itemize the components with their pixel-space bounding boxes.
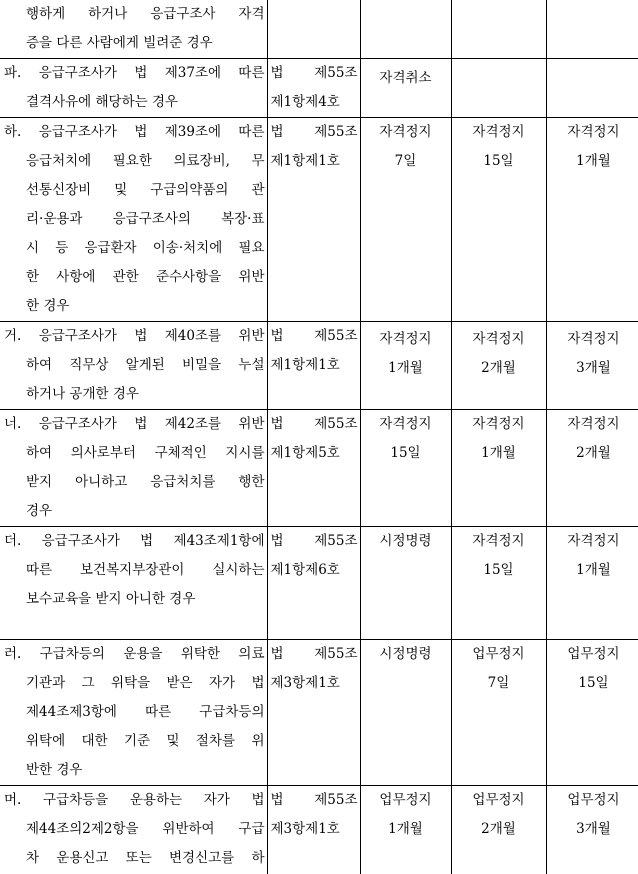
penalty-text: 업무정지 bbox=[472, 646, 525, 662]
violation-cell bbox=[0, 322, 267, 410]
penalty-duration: 7일 bbox=[394, 153, 417, 169]
violation-text-line: 차 운용신고 또는 변경신고를 하 bbox=[26, 850, 265, 866]
penalty-third-cell bbox=[546, 0, 638, 59]
penalty-duration: 1개월 bbox=[576, 562, 611, 578]
penalty-text: 업무정지 bbox=[472, 792, 525, 808]
table-row bbox=[0, 527, 638, 640]
penalty-text: 자격정지 bbox=[379, 331, 432, 347]
violation-cell bbox=[0, 118, 267, 322]
penalty-text: 자격정지 bbox=[567, 533, 620, 549]
penalty-second-cell bbox=[451, 786, 546, 874]
legal-basis-line: 법 제55조 bbox=[270, 416, 358, 432]
table-row bbox=[0, 0, 638, 59]
penalty-duration: 15일 bbox=[578, 675, 609, 691]
violation-text-line: 기관과 그 위탁을 받은 자가 법 bbox=[26, 675, 265, 691]
violation-cell bbox=[0, 410, 267, 527]
violation-cell bbox=[0, 59, 267, 118]
penalty-second-cell bbox=[451, 0, 546, 59]
violation-text-line: 따른 보건복지부장관이 실시하는 bbox=[26, 562, 265, 578]
legal-basis-line: 법 제55조 bbox=[270, 65, 358, 81]
penalty-third-cell bbox=[546, 527, 638, 640]
legal-basis-line: 법 제55조 bbox=[270, 646, 358, 662]
violation-text-line: 결격사유에 해당하는 경우 bbox=[26, 94, 179, 110]
penalty-second-cell bbox=[451, 527, 546, 640]
penalty-duration: 1개월 bbox=[388, 360, 423, 376]
table-row bbox=[0, 118, 638, 322]
penalty-text: 자격정지 bbox=[472, 416, 525, 432]
penalty-second-cell bbox=[451, 59, 546, 118]
penalty-third-cell bbox=[546, 322, 638, 410]
violation-text-line: 하거나 공개한 경우 bbox=[26, 386, 139, 402]
penalty-first-cell bbox=[360, 527, 451, 640]
table-row bbox=[0, 322, 638, 410]
violation-text-line: 한 사항에 관한 준수사항을 위반 bbox=[26, 269, 265, 285]
penalty-first-cell bbox=[360, 322, 451, 410]
violation-text-first-line: 더. 응급구조사가 법 제43조제1항에 bbox=[4, 533, 265, 549]
legal-basis-line: 제3항제1호 bbox=[270, 821, 340, 837]
violation-text-line: 제44조제3항에 따른 구급차등의 bbox=[26, 704, 265, 720]
violation-text-line: 시 등 응급환자 이송·처치에 필요 bbox=[26, 240, 265, 256]
legal-basis-line: 제1항제4호 bbox=[270, 94, 340, 110]
penalty-duration: 1개월 bbox=[481, 445, 516, 461]
legal-basis-line: 제1항제1호 bbox=[270, 357, 340, 373]
legal-basis-line: 제1항제5호 bbox=[270, 445, 340, 461]
violation-text-line: 제44조의2제2항을 위반하여 구급 bbox=[26, 821, 265, 837]
penalty-duration: 2개월 bbox=[576, 445, 611, 461]
legal-basis-line: 제3항제1호 bbox=[270, 675, 340, 691]
penalty-second-cell bbox=[451, 640, 546, 786]
legal-basis-line: 법 제55조 bbox=[270, 328, 358, 344]
legal-basis-line: 법 제55조 bbox=[270, 124, 358, 140]
penalty-third-cell bbox=[546, 59, 638, 118]
penalty-text: 자격정지 bbox=[567, 416, 620, 432]
penalty-third-cell bbox=[546, 786, 638, 874]
violation-text-line: 리·운용과 응급구조사의 복장·표 bbox=[26, 211, 265, 227]
penalty-text: 자격정지 bbox=[379, 416, 432, 432]
legal-basis-cell bbox=[267, 0, 360, 59]
penalty-second-cell bbox=[451, 118, 546, 322]
legal-basis-cell bbox=[267, 410, 360, 527]
legal-basis-line: 제1항제1호 bbox=[270, 153, 340, 169]
violation-text-line: 경우 bbox=[26, 503, 53, 519]
table-row bbox=[0, 410, 638, 527]
legal-basis-line: 제1항제6호 bbox=[270, 562, 340, 578]
violation-text-line: 한 경우 bbox=[26, 298, 70, 314]
penalty-text: 자격정지 bbox=[472, 533, 525, 549]
penalty-duration: 2개월 bbox=[481, 360, 516, 376]
legal-basis-cell bbox=[267, 527, 360, 640]
violation-text-first-line: 너. 응급구조사가 법 제42조를 위반 bbox=[4, 416, 265, 432]
violation-text-first-line: 러. 구급차등의 운용을 위탁한 의료 bbox=[4, 646, 265, 662]
penalty-text: 업무정지 bbox=[379, 792, 432, 808]
penalty-duration: 1개월 bbox=[388, 821, 423, 837]
violation-text-line: 응급처치에 필요한 의료장비, 무 bbox=[26, 153, 265, 169]
penalty-duration: 2개월 bbox=[481, 821, 516, 837]
violation-text-line: 위탁에 대한 기준 및 절차를 위 bbox=[26, 733, 265, 749]
violation-text-first-line: 거. 응급구조사가 법 제40조를 위반 bbox=[4, 328, 265, 344]
penalty-duration: 7일 bbox=[487, 675, 510, 691]
table-row bbox=[0, 786, 638, 874]
penalty-first-cell bbox=[360, 59, 451, 118]
penalty-second-cell bbox=[451, 410, 546, 527]
penalty-first-cell bbox=[360, 118, 451, 322]
penalty-text: 자격취소 bbox=[379, 70, 432, 86]
violation-text-first-line: 하. 응급구조사가 법 제39조에 따른 bbox=[4, 124, 265, 140]
penalty-duration: 15일 bbox=[390, 445, 421, 461]
penalty-text: 시정명령 bbox=[379, 533, 432, 549]
penalty-third-cell bbox=[546, 640, 638, 786]
penalty-duration: 15일 bbox=[483, 562, 514, 578]
violation-text-line: 하여 직무상 알게된 비밀을 누설 bbox=[26, 357, 265, 373]
penalty-text: 자격정지 bbox=[567, 331, 620, 347]
violation-text-line: 선통신장비 및 구급의약품의 관 bbox=[26, 182, 265, 198]
violation-text-line: 반한 경우 bbox=[26, 762, 83, 778]
violation-text-first-line: 머. 구급차등을 운용하는 자가 법 bbox=[4, 792, 265, 808]
penalty-duration: 3개월 bbox=[576, 821, 611, 837]
legal-basis-line: 법 제55조 bbox=[270, 792, 358, 808]
violation-cell bbox=[0, 640, 267, 786]
penalty-third-cell bbox=[546, 118, 638, 322]
penalty-text: 자격정지 bbox=[472, 124, 525, 140]
penalty-text: 업무정지 bbox=[567, 646, 620, 662]
table-row bbox=[0, 59, 638, 118]
legal-basis-cell bbox=[267, 786, 360, 874]
penalty-duration: 15일 bbox=[483, 153, 514, 169]
penalty-text: 자격정지 bbox=[379, 124, 432, 140]
penalty-duration: 1개월 bbox=[576, 153, 611, 169]
penalty-third-cell bbox=[546, 410, 638, 527]
violation-cell bbox=[0, 0, 267, 59]
violation-text-line: 보수교육을 받지 아니한 경우 bbox=[26, 591, 196, 607]
legal-basis-cell bbox=[267, 118, 360, 322]
violation-cell bbox=[0, 786, 267, 874]
penalty-text: 시정명령 bbox=[379, 646, 432, 662]
violation-text-first-line: 파. 응급구조사가 법 제37조에 따른 bbox=[4, 65, 265, 81]
penalty-second-cell bbox=[451, 322, 546, 410]
legal-basis-cell bbox=[267, 322, 360, 410]
penalty-first-cell bbox=[360, 410, 451, 527]
violation-cell bbox=[0, 527, 267, 640]
penalty-first-cell bbox=[360, 786, 451, 874]
legal-basis-cell bbox=[267, 59, 360, 118]
legal-basis-cell bbox=[267, 640, 360, 786]
violation-text-line: 하여 의사로부터 구체적인 지시를 bbox=[26, 445, 265, 461]
penalty-first-cell bbox=[360, 0, 451, 59]
violation-text-line: 행하게 하거나 응급구조사 자격 bbox=[26, 6, 265, 22]
penalty-text: 자격정지 bbox=[567, 124, 620, 140]
violation-text-line: 받지 아니하고 응급처치를 행한 bbox=[26, 474, 265, 490]
penalty-duration: 3개월 bbox=[576, 360, 611, 376]
legal-basis-line: 법 제55조 bbox=[270, 533, 358, 549]
penalty-text: 업무정지 bbox=[567, 792, 620, 808]
violation-text-line: 증을 다른 사람에게 빌려준 경우 bbox=[26, 35, 213, 51]
table-row bbox=[0, 640, 638, 786]
penalty-text: 자격정지 bbox=[472, 331, 525, 347]
penalty-first-cell bbox=[360, 640, 451, 786]
